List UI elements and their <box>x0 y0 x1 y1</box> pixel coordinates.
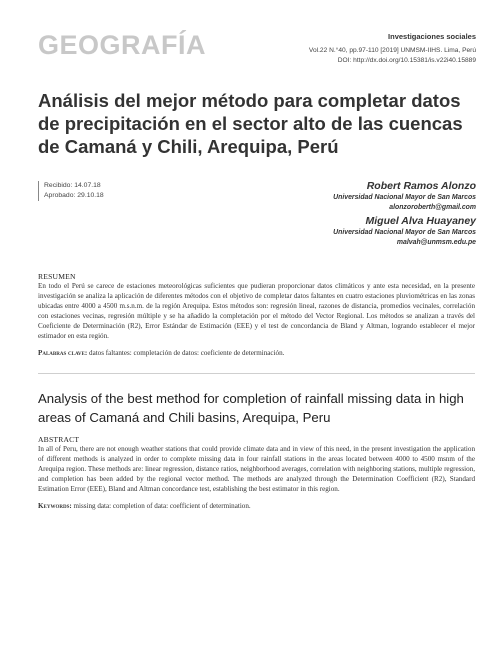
journal-name: Investigaciones sociales <box>388 32 476 41</box>
keywords-text: datos faltantes: completación de datos: coeficiente de determinación. <box>89 349 285 357</box>
resumen-keywords <box>38 349 475 357</box>
section-banner: GEOGRAFÍA <box>38 30 207 60</box>
resumen-heading: RESUMEN <box>38 272 76 281</box>
author-2 <box>176 215 476 247</box>
doi-link[interactable]: DOI: http://dx.doi.org/10.15381/is.v22i40.15889 <box>337 57 476 64</box>
approved-date: Aprobado: 29.10.18 <box>44 192 104 199</box>
journal-info <box>309 32 476 66</box>
keywords-label: Keywords: <box>38 502 72 510</box>
keywords-label: Palabras clave: <box>38 349 88 357</box>
author-list <box>176 180 476 250</box>
article-dates <box>38 181 104 201</box>
resumen-section <box>38 272 475 357</box>
abstract-heading: ABSTRACT <box>38 435 80 444</box>
received-date: Recibido: 14.07.18 <box>44 182 101 189</box>
author-institution: Universidad Nacional Mayor de San Marcos <box>333 229 476 236</box>
article-title: Análisis del mejor método para completar datos de precipitación en el sector alto de las cuencas de Camaná y Chili, Arequipa, Perú <box>38 90 463 157</box>
author-email[interactable]: malvah@unmsm.edu.pe <box>396 238 476 246</box>
abstract-section <box>38 435 475 510</box>
author-name: Robert Ramos Alonzo <box>366 180 476 192</box>
author-1 <box>176 180 476 212</box>
section-divider <box>38 373 475 374</box>
author-email[interactable]: alonzoroberth@gmail.com <box>389 203 476 211</box>
journal-volume: Vol.22 N.°40, pp.97-110 [2019] UNMSM-IIHS. Lima, Perú <box>308 47 476 54</box>
keywords-text: missing data: completion of data: coefficient of determination. <box>73 502 251 510</box>
author-institution: Universidad Nacional Mayor de San Marcos <box>333 194 476 201</box>
abstract-body: In all of Peru, there are not enough weather stations that could provide climate data and in view of this need, in the present investigation the application of different methods is analyzed in order to complete missing data in four rainfall stations in the areas located between 4000 to 4500 msnm of the Arequipa region. These methods are: linear regression, distance ratios, neighborhood averages, correlation with neighboring stations, multiple regression, and completion has been added by the regional vector method. The methods are analyzed through the Determination Coefficient (R2), Standard Estimation Error (EEE), Bland and Altman concordance test, establishing the best estimator in this region. <box>38 445 475 493</box>
author-name: Miguel Alva Huayaney <box>365 215 476 227</box>
resumen-body: En todo el Perú se carece de estaciones meteorológicas suficientes que pudieran proporcionar datos climáticos y ante esta necesidad, en la presente investigación se analiza la aplicación de diferentes métodos con el objetivo de completar datos faltantes en cuatro estaciones pluviométricas en las zonas ubicadas entre 4000 a 4500 m.s.n.m. de la región Arequipa. Estos métodos son: regresión lineal, razones de distancia, promedios vecinales, correlación con estaciones vecinas, regresión múltiple y se ha añadido la completación por el método del Vector Regional. Los métodos se analizan a través del Coeficiente de Determinación (R2), Error Estándar de Estimación (EEE) y el test de concordancia de Bland y Altman, logrando establecer el mejor estimador en esta región. <box>38 282 475 340</box>
english-title: Analysis of the best method for completion of rainfall missing data in high areas of Camaná and Chili basins, Arequipa, Peru <box>38 391 464 425</box>
abstract-keywords <box>38 502 475 510</box>
